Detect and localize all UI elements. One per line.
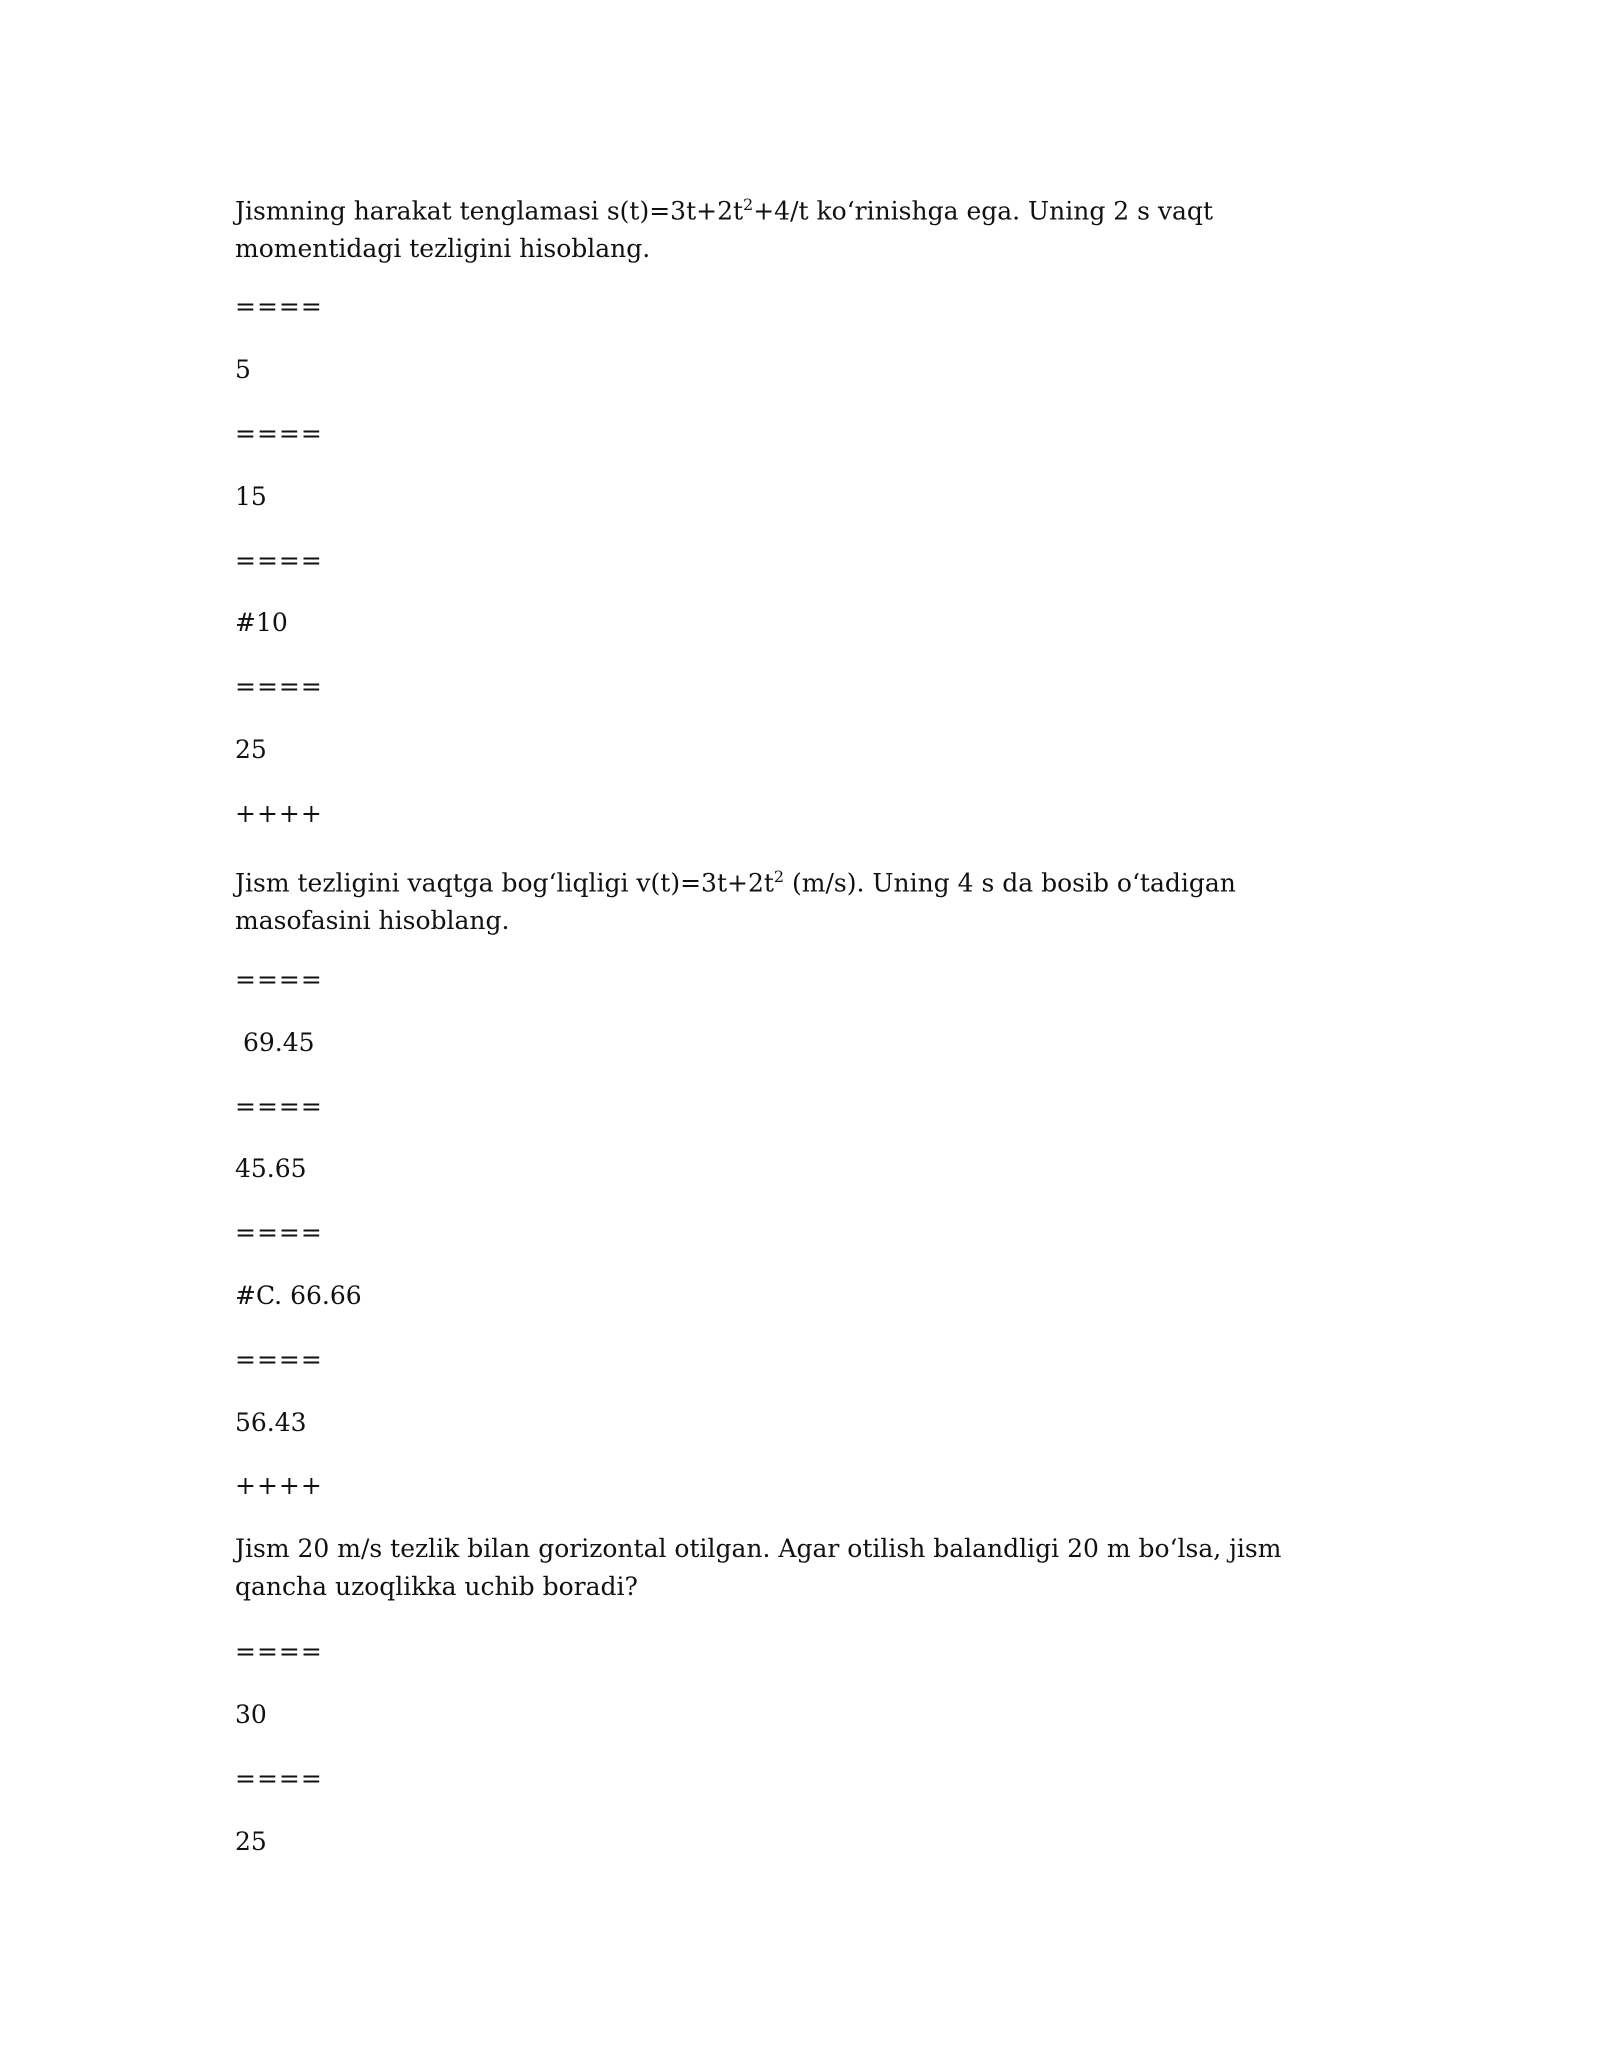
answer-option: 69.45 bbox=[235, 1028, 315, 1057]
question-2 bbox=[235, 858, 1315, 940]
question-1 bbox=[235, 186, 1315, 268]
answer-separator: ==== bbox=[235, 965, 323, 994]
answer-option-correct: #10 bbox=[235, 608, 288, 637]
question-separator: ++++ bbox=[235, 799, 323, 828]
answer-option: 25 bbox=[235, 735, 267, 764]
answer-separator: ==== bbox=[235, 1092, 323, 1121]
question-3 bbox=[235, 1530, 1315, 1606]
answer-option: 5 bbox=[235, 355, 251, 384]
answer-separator: ==== bbox=[235, 1218, 323, 1247]
answer-option-correct: #C. 66.66 bbox=[235, 1281, 362, 1310]
answer-separator: ==== bbox=[235, 1637, 323, 1666]
answer-separator: ==== bbox=[235, 546, 323, 575]
question-text: Jism tezligini vaqtga bog‘liqligi v(t)=3t+2t bbox=[235, 868, 774, 898]
answer-separator: ==== bbox=[235, 1764, 323, 1793]
answer-separator: ==== bbox=[235, 1345, 323, 1374]
question-text: Jismning harakat tenglamasi s(t)=3t+2t bbox=[235, 196, 744, 226]
answer-separator: ==== bbox=[235, 672, 323, 701]
answer-option: 15 bbox=[235, 482, 267, 511]
question-separator: ++++ bbox=[235, 1471, 323, 1500]
superscript: 2 bbox=[743, 195, 754, 214]
superscript: 2 bbox=[773, 867, 785, 886]
answer-separator: ==== bbox=[235, 419, 323, 448]
answer-separator: ==== bbox=[235, 292, 323, 321]
answer-option: 56.43 bbox=[235, 1408, 307, 1437]
answer-option: 45.65 bbox=[235, 1154, 307, 1183]
question-text: (m/s). Uning 4 s da bosib o‘tadigan masofasini hisoblang. bbox=[235, 868, 1236, 936]
question-text: +4/t ko‘rinishga ega. Uning 2 s vaqt momentidagi tezligini hisoblang. bbox=[235, 196, 1213, 264]
answer-option: 30 bbox=[235, 1700, 267, 1729]
answer-option: 25 bbox=[235, 1827, 267, 1856]
question-text: Jism 20 m/s tezlik bilan gorizontal otilgan. Agar otilish balandligi 20 m bo‘lsa, jism qancha uzoqlikka uchib boradi? bbox=[235, 1534, 1282, 1601]
